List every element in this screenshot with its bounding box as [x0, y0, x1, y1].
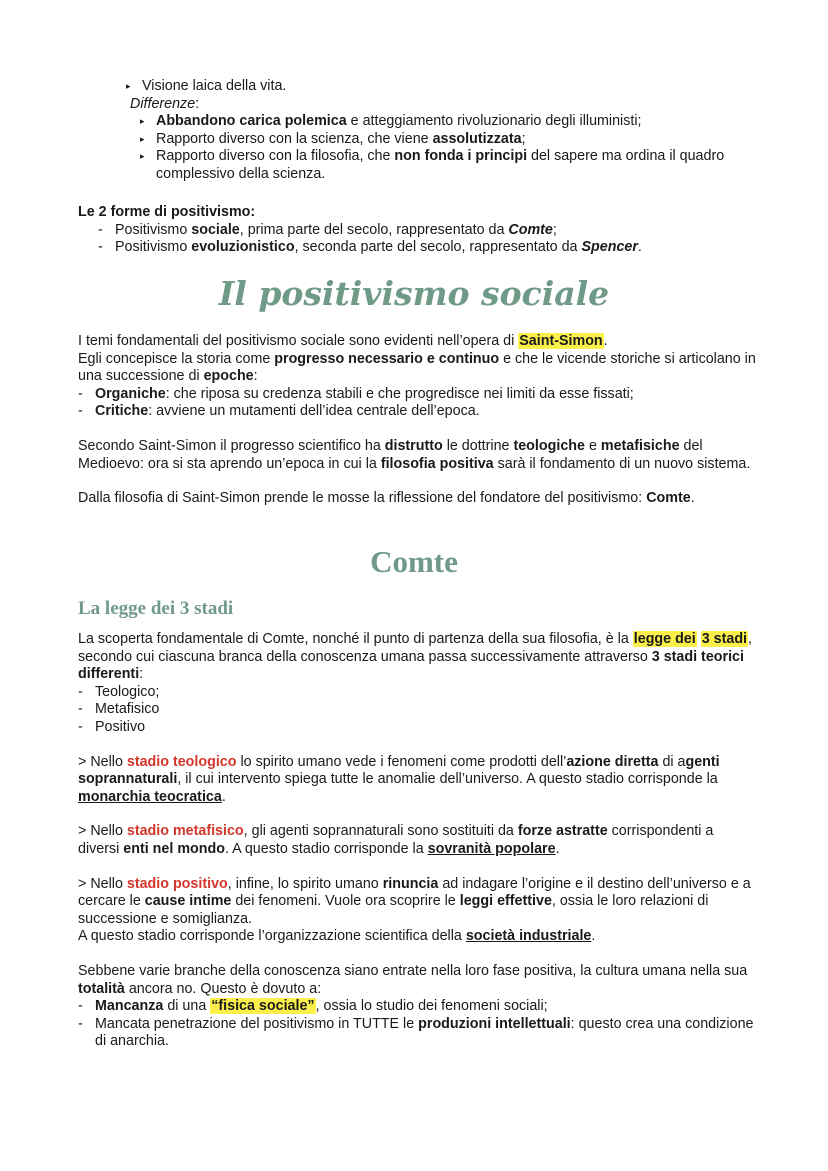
highlight: 3 stadi: [701, 631, 748, 647]
forms-list: [98, 222, 758, 257]
subheading-legge-3-stadi: La legge dei 3 stadi: [78, 598, 234, 619]
highlight: legge dei: [633, 631, 696, 647]
bullet-dash-icon: -: [98, 221, 103, 238]
paragraph: Secondo Saint-Simon il progresso scientifico ha distrutto le dottrine teologiche e metafisiche del Medioevo: ora si sta aprendo un’epoca in cui la filosofia positiva sarà il fondamento di un nuovo sistema.: [78, 437, 751, 472]
bullet-dash-icon: -: [78, 718, 83, 735]
bullet-triangle-icon: ▸: [140, 151, 145, 162]
list-item: ▸ Rapporto diverso con la filosofia, che non fonda i principi del sapere ma ordina il quadro complessivo della scienza.: [140, 148, 725, 182]
paragraph-stadio-positivo: > Nello stadio positivo, infine, lo spirito umano rinuncia ad indagare l’origine e il destino dell’universo e a cercare le cause intime dei fenomeni. Vuole ora scoprire le leggi effettive, ossia le loro relazioni di successione e somiglianza.: [78, 875, 751, 927]
highlight: “fisica sociale”: [211, 998, 315, 1015]
bullet-triangle-icon: ▸: [140, 116, 145, 127]
similarities-list: [116, 78, 758, 96]
list-item: - Positivismo evoluzionistico, seconda parte del secolo, rappresentato da Spencer.: [98, 239, 642, 256]
list-item: - Positivismo sociale, prima parte del secolo, rappresentato da Comte;: [98, 221, 557, 238]
paragraph: A questo stadio corrisponde l’organizzazione scientifica della società industriale.: [78, 928, 596, 945]
epochs-list: [78, 386, 758, 421]
causes-list: [78, 998, 758, 1051]
bullet-dash-icon: -: [78, 1015, 83, 1032]
list-item: - Positivo: [78, 718, 146, 735]
paragraph: Egli concepisce la storia come progresso necessario e continuo e che le vicende storiche si articolano in una successione di epoche:: [78, 350, 756, 385]
list-item: - Organiche: che riposa su credenza stabili e che progredisce nei limiti da esse fissati;: [78, 385, 634, 402]
highlight: Saint-Simon: [519, 333, 603, 349]
bullet-triangle-icon: ▸: [140, 133, 145, 144]
list-item: - Teologico;: [78, 683, 160, 700]
paragraph: Sebbene varie branche della conoscenza siano entrate nella loro fase positiva, la cultura umana nella sua totalità ancora no. Questo è dovuto a:: [78, 962, 748, 997]
bullet-dash-icon: -: [78, 701, 83, 718]
list-item: - Mancata penetrazione del positivismo in TUTTE le produzioni intellettuali: questo crea una condizione di anarchia.: [78, 1015, 754, 1050]
bullet-triangle-icon: ▸: [126, 81, 131, 91]
paragraph: I temi fondamentali del positivismo sociale sono evidenti nell’opera di Saint-Simon.: [78, 333, 608, 349]
list-item: ▸ Visione laica della vita.: [126, 78, 287, 94]
differences-list: [130, 113, 758, 183]
paragraph-stadio-metafisico: > Nello stadio metafisico, gli agenti soprannaturali sono sostituiti da forze astratte corrispondenti a diversi enti nel mondo. A questo stadio corrisponde la sovranità popolare.: [78, 823, 714, 857]
section-heading-positivismo-sociale: Il positivismo sociale: [218, 274, 610, 313]
stages-list: [78, 684, 758, 737]
three-stages-section: [78, 631, 758, 1051]
section-heading-comte: Comte: [370, 544, 458, 579]
social-positivism-section: [78, 333, 758, 508]
bullet-dash-icon: -: [78, 385, 83, 402]
forms-section: [78, 204, 758, 257]
bullet-dash-icon: -: [98, 239, 103, 256]
bullet-dash-icon: -: [78, 683, 83, 700]
list-item: - Critiche: avviene un mutamenti dell’idea centrale dell’epoca.: [78, 403, 480, 420]
paragraph: Dalla filosofia di Saint-Simon prende le mosse la riflessione del fondatore del positivismo: Comte.: [78, 490, 695, 507]
paragraph-stadio-teologico: > Nello stadio teologico lo spirito umano vede i fenomeni come prodotti dell’azione diretta di agenti soprannaturali, il cui intervento spiega tutte le anomalie dell’universo. A questo stadio corrisponde la monarchia teocratica.: [78, 753, 720, 805]
list-item: ▸ Abbandono carica polemica e atteggiamento rivoluzionario degli illuministi;: [140, 113, 642, 130]
list-item: - Mancanza di una “fisica sociale”, ossia lo studio dei fenomeni sociali;: [78, 998, 548, 1015]
intro-section: [78, 78, 758, 184]
bullet-dash-icon: -: [78, 403, 83, 420]
differences-label: Differenze:: [130, 95, 200, 112]
forms-title: Le 2 forme di positivismo:: [78, 204, 256, 220]
list-item: - Metafisico: [78, 701, 160, 718]
list-item: ▸ Rapporto diverso con la scienza, che viene assolutizzata;: [140, 130, 526, 147]
paragraph: La scoperta fondamentale di Comte, nonché il punto di partenza della sua filosofia, è la legge dei 3 stadi, secondo cui ciascuna branca della conoscenza umana passa successivamente attraverso 3 stadi teorici differenti:: [78, 631, 753, 683]
bullet-dash-icon: -: [78, 998, 83, 1015]
